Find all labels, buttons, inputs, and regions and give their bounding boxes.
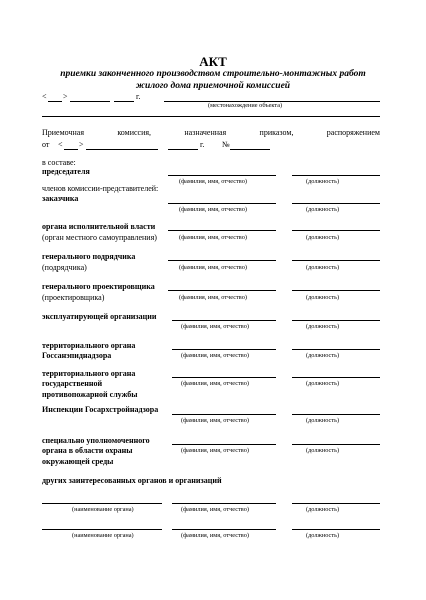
general-contractor-position-blank[interactable] [292,260,380,261]
gasarch-name-blank[interactable] [172,414,276,415]
other-org-1-position-blank[interactable] [292,503,380,504]
environment-label-line1: специально уполномоченного [42,436,150,445]
order-from-prefix: от [42,140,50,149]
customer-name-caption: (фамилия, имя, отчество) [179,206,247,213]
order-year-suffix: г. [200,140,205,149]
customer-name-blank[interactable] [168,203,276,204]
chairman-name-blank[interactable] [168,175,276,176]
other-org-1-fio-blank[interactable] [172,503,276,504]
commission-word-3: назначенная [184,128,227,137]
general-designer-position-caption: (должность) [306,294,340,301]
sanepid-name-blank[interactable] [172,349,276,350]
other-org-2-position-caption: (должность) [306,532,340,539]
executive-power-name-caption: (фамилия, имя, отчество) [179,234,247,241]
general-contractor-name-blank[interactable] [168,260,276,261]
sanepid-position-blank[interactable] [292,349,380,350]
environment-name-blank[interactable] [172,444,276,445]
gasarch-position-caption: (должность) [306,417,340,424]
fire-service-label-line1: территориального органа [42,369,136,378]
order-number-blank[interactable] [230,149,270,150]
general-designer-name-caption: (фамилия, имя, отчество) [179,294,247,301]
date-year-blank[interactable] [114,101,134,102]
other-org-1-name-caption: (наименование органа) [72,506,134,513]
environment-authority-label [42,436,150,467]
order-date-close: > [79,140,84,149]
order-date-open: < [58,140,63,149]
other-org-2-fio-blank[interactable] [172,529,276,530]
environment-label-line2: органа в области охраны [42,446,133,456]
date-year-suffix: г. [136,92,141,101]
order-number-sign: № [222,140,230,149]
executive-power-position-caption: (должность) [306,234,340,241]
sanepid-position-caption: (должность) [306,352,340,359]
customer-label: заказчика [42,194,79,203]
general-contractor-note: (подрядчика) [42,263,87,272]
customer-position-caption: (должность) [306,206,340,213]
executive-power-position-blank[interactable] [292,230,380,231]
document-subtitle-line2: жилого дома приемочной комиссией [135,81,291,91]
chairman-label: председателя [42,167,90,176]
composition-label: в составе: [42,158,76,167]
chairman-position-blank[interactable] [292,175,380,176]
environment-label-line3: окружающей среды [42,456,114,466]
operating-org-position-caption: (должность) [306,323,340,330]
gasarch-name-caption: (фамилия, имя, отчество) [181,417,249,424]
other-org-2-name-caption: (наименование органа) [72,532,134,539]
fire-service-position-caption: (должность) [306,380,340,387]
environment-position-caption: (должность) [306,447,340,454]
general-contractor-name-caption: (фамилия, имя, отчество) [179,264,247,271]
fire-service-name-caption: (фамилия, имя, отчество) [181,380,249,387]
executive-power-label: органа исполнительной власти [42,222,156,231]
commission-word-5: распоряжением [326,128,380,137]
general-contractor-label: генерального подрядчика [42,252,136,261]
other-org-2-position-blank[interactable] [292,529,380,530]
general-designer-name-blank[interactable] [168,290,276,291]
order-day-blank[interactable] [64,149,78,150]
customer-position-blank[interactable] [292,203,380,204]
fire-service-name-blank[interactable] [172,377,276,378]
operating-org-name-caption: (фамилия, имя, отчество) [181,323,249,330]
operating-org-position-blank[interactable] [292,320,380,321]
sanepid-label-line2: Госсанэпиднадзора [42,351,112,361]
date-open-bracket: < [42,92,47,101]
chairman-name-caption: (фамилия, имя, отчество) [179,178,247,185]
location-caption: (местонахождение объекта) [208,102,283,109]
fire-service-label [42,369,138,400]
fire-service-label-line2: государственной [42,379,103,389]
gasarch-position-blank[interactable] [292,414,380,415]
operating-org-name-blank[interactable] [172,320,276,321]
sanepid-name-caption: (фамилия, имя, отчество) [181,352,249,359]
commission-appointment-line [42,129,380,137]
date-day-blank[interactable] [48,101,62,102]
operating-org-label: эксплуатирующей организации [42,312,157,321]
commission-word-2: комиссия, [117,128,152,137]
commission-word-1: Приемочная [42,128,84,137]
sanepid-label-line1: территориального органа [42,341,136,350]
document-subtitle-line1: приемки законченного производством строительно-монтажных работ [60,69,366,79]
general-designer-position-blank[interactable] [292,290,380,291]
document-title: АКТ [199,54,227,69]
chairman-position-caption: (должность) [306,178,340,185]
executive-power-note: (орган местного самоуправления) [42,233,157,242]
other-org-1-position-caption: (должность) [306,506,340,513]
commission-word-4: приказом, [259,128,294,137]
other-orgs-label: других заинтересованных органов и организаций [42,476,222,485]
general-contractor-position-caption: (должность) [306,264,340,271]
fire-service-label-line3: противопожарной службы [42,389,138,399]
gasarch-label: Инспекции Госархстройнадзора [42,405,159,414]
general-designer-label: генерального проектировщика [42,282,155,291]
general-designer-note: (проектировщика) [42,293,105,302]
other-org-1-fio-caption: (фамилия, имя, отчество) [181,506,249,513]
order-month-blank[interactable] [86,149,158,150]
sanepid-label [42,341,135,362]
date-month-blank[interactable] [70,101,110,102]
fire-service-position-blank[interactable] [292,377,380,378]
environment-position-blank[interactable] [292,444,380,445]
environment-name-caption: (фамилия, имя, отчество) [181,447,249,454]
order-year-blank[interactable] [168,149,198,150]
other-org-1-name-blank[interactable] [42,503,162,504]
location-continuation-blank[interactable] [42,116,380,117]
date-close-bracket: > [63,92,68,101]
other-org-2-name-blank[interactable] [42,529,162,530]
other-org-2-fio-caption: (фамилия, имя, отчество) [181,532,249,539]
executive-power-name-blank[interactable] [168,230,276,231]
members-intro: членов комиссии-представителей: [42,184,159,193]
